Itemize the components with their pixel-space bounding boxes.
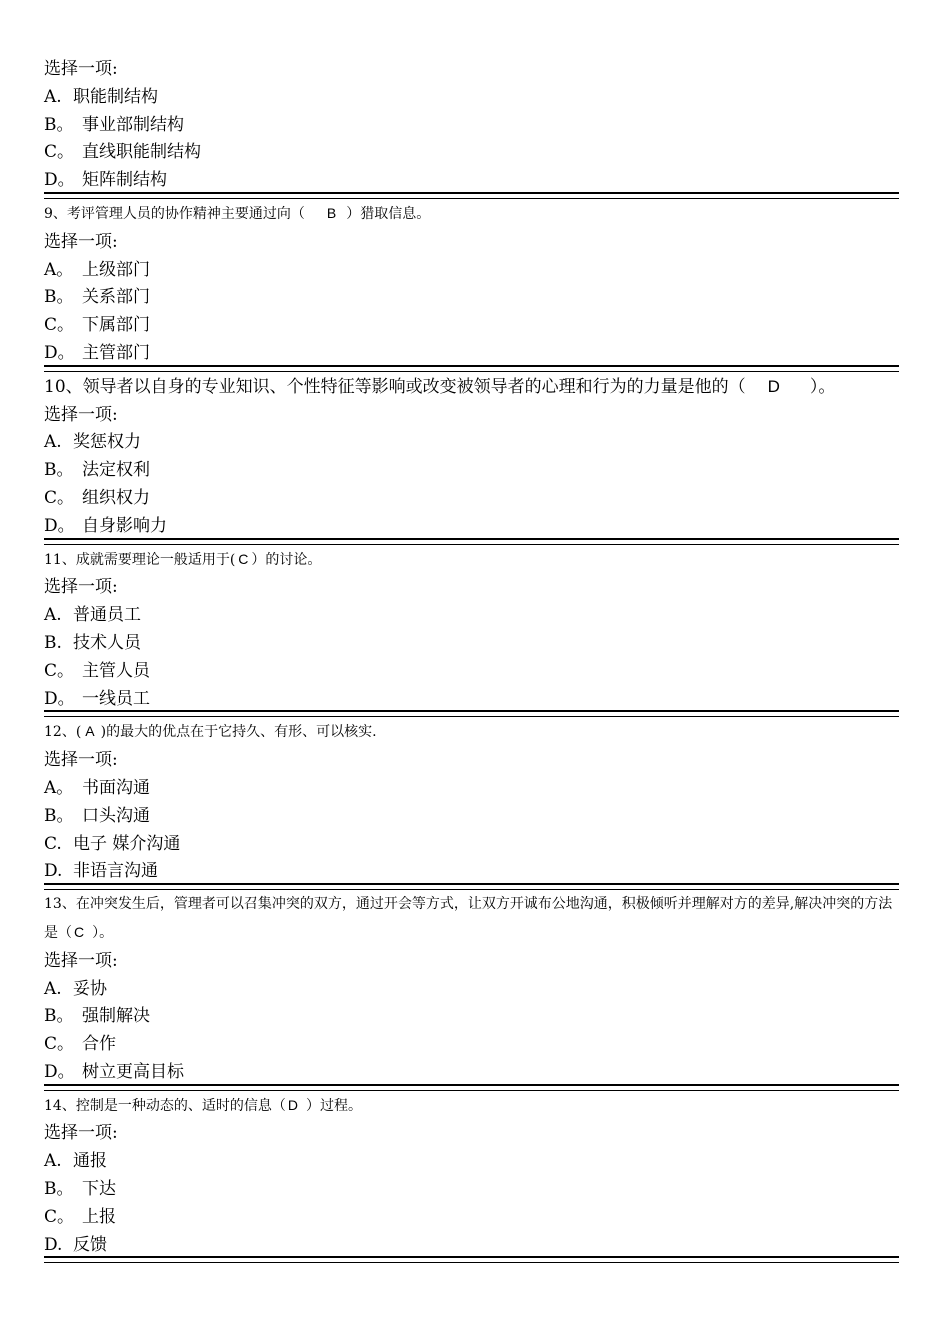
option-d — [44, 513, 899, 541]
select-one-prompt: 选择一项: — [44, 750, 118, 771]
option-letter: C。 — [44, 315, 75, 336]
option-letter: D. — [44, 861, 63, 882]
question-block-9 — [44, 200, 899, 372]
option-d — [44, 340, 899, 368]
answer-key: A — [85, 723, 95, 740]
question-stem: 11、成就需要理论一般适用于( — [44, 551, 236, 568]
option-b — [44, 284, 899, 312]
option-text: 自身影响力 — [82, 515, 167, 536]
option-text: 合作 — [82, 1034, 116, 1055]
option-letter: A. — [44, 978, 62, 999]
select-one-prompt: 选择一项: — [44, 404, 118, 425]
select-one-prompt: 选择一项: — [44, 231, 118, 252]
option-b — [44, 630, 899, 658]
option-c — [44, 658, 899, 686]
question-divider — [44, 710, 899, 717]
answer-key: D — [767, 376, 780, 396]
answer-key: C — [74, 923, 85, 940]
option-d — [44, 167, 899, 195]
question-block-13 — [44, 891, 899, 1091]
option-letter: C。 — [44, 142, 75, 163]
option-a — [44, 1148, 899, 1176]
option-letter: D。 — [44, 515, 75, 536]
option-text: 组织权力 — [82, 487, 150, 508]
option-text: 普通员工 — [73, 605, 141, 626]
option-text: 关系部门 — [82, 287, 150, 308]
option-text: 技术人员 — [73, 632, 141, 653]
option-text: 书面沟通 — [82, 777, 150, 798]
option-a — [44, 257, 899, 285]
question-divider — [44, 883, 899, 890]
select-one-prompt: 选择一项: — [44, 1123, 118, 1144]
question-divider — [44, 365, 899, 372]
option-list — [44, 976, 899, 1087]
question-block-8 — [44, 56, 899, 199]
option-text: 非语言沟通 — [73, 861, 158, 882]
option-letter: C。 — [44, 1206, 75, 1227]
option-d — [44, 1232, 899, 1260]
select-one-prompt: 选择一项: — [44, 577, 118, 598]
question-block-12 — [44, 718, 899, 890]
option-letter: A. — [44, 86, 62, 107]
option-letter: A. — [44, 605, 62, 626]
question-text — [44, 891, 899, 948]
option-letter: B。 — [44, 805, 74, 826]
option-text: 树立更高目标 — [82, 1061, 184, 1082]
question-stem-end: ）。 — [92, 924, 114, 941]
select-one-prompt: 选择一项: — [44, 950, 118, 971]
option-text: 下达 — [82, 1179, 116, 1200]
option-letter: B。 — [44, 460, 74, 481]
select-one-prompt: 选择一项: — [44, 59, 118, 79]
option-letter: C。 — [44, 487, 75, 508]
option-b — [44, 457, 899, 485]
option-list — [44, 257, 899, 368]
option-letter: C。 — [44, 1034, 75, 1055]
option-text: 反馈 — [73, 1234, 107, 1255]
option-c — [44, 1031, 899, 1059]
option-letter: B. — [44, 632, 62, 653]
option-text: 强制解决 — [82, 1006, 150, 1027]
option-letter: B。 — [44, 114, 74, 135]
question-stem: 13、在冲突发生后，管理者可以召集冲突的双方，通过开会等方式，让双方开诚布公地沟通，积极倾听并理解对方的差异,解决冲突的方法是（ — [44, 896, 893, 941]
option-c — [44, 485, 899, 513]
option-c — [44, 139, 899, 167]
question-text — [44, 546, 899, 575]
option-c — [44, 1204, 899, 1232]
answer-key: C — [238, 550, 249, 567]
question-stem-end: ）的讨论。 — [251, 551, 322, 568]
option-letter: B。 — [44, 287, 74, 308]
question-divider — [44, 1256, 899, 1263]
option-letter: C. — [44, 833, 62, 854]
question-text — [44, 373, 899, 402]
option-b — [44, 112, 899, 140]
option-letter: A。 — [44, 259, 74, 280]
answer-key: B — [326, 204, 337, 221]
question-text — [44, 1092, 899, 1121]
option-letter: D。 — [44, 170, 75, 191]
option-list — [44, 775, 899, 886]
option-text: 上级部门 — [82, 259, 150, 280]
option-text: 主管人员 — [82, 660, 150, 681]
option-list — [44, 84, 899, 195]
question-stem: 14、控制是一种动态的、适时的信息（ — [44, 1097, 286, 1114]
option-text: 妥协 — [73, 978, 107, 999]
option-letter: A. — [44, 432, 62, 453]
question-block-10 — [44, 373, 899, 545]
option-c — [44, 831, 899, 859]
option-a — [44, 775, 899, 803]
question-stem-end: )的最大的优点在于它持久、有形、可以核实. — [100, 724, 377, 741]
question-stem: 12、( — [44, 724, 82, 741]
question-divider — [44, 192, 899, 199]
option-a — [44, 602, 899, 630]
question-block-11 — [44, 546, 899, 718]
option-letter: D。 — [44, 688, 75, 709]
option-letter: A. — [44, 1151, 62, 1172]
option-text: 事业部制结构 — [82, 114, 184, 135]
option-letter: B。 — [44, 1006, 74, 1027]
option-letter: A。 — [44, 777, 74, 798]
option-a — [44, 429, 899, 457]
option-c — [44, 312, 899, 340]
option-text: 上报 — [82, 1206, 116, 1227]
option-text: 直线职能制结构 — [82, 142, 201, 163]
option-text: 口头沟通 — [82, 805, 150, 826]
question-divider — [44, 538, 899, 545]
question-stem-end: ）。 — [809, 376, 836, 397]
question-text — [44, 200, 899, 229]
option-text: 职能制结构 — [73, 86, 158, 107]
option-text: 主管部门 — [82, 342, 150, 363]
question-block-14 — [44, 1092, 899, 1264]
option-letter: C。 — [44, 660, 75, 681]
answer-key: D — [287, 1096, 298, 1113]
option-list — [44, 602, 899, 713]
option-b — [44, 1176, 899, 1204]
option-text: 奖惩权力 — [73, 432, 141, 453]
option-text: 电子 媒介沟通 — [73, 833, 181, 854]
question-stem-end: ）猎取信息。 — [346, 205, 431, 222]
option-letter: D。 — [44, 342, 75, 363]
option-a — [44, 976, 899, 1004]
option-text: 下属部门 — [82, 315, 150, 336]
option-b — [44, 803, 899, 831]
option-d — [44, 1059, 899, 1087]
option-letter: D。 — [44, 1061, 75, 1082]
question-stem: 10、领导者以自身的专业知识、个性特征等影响或改变被领导者的心理和行为的力量是他的（ — [44, 376, 746, 397]
option-b — [44, 1003, 899, 1031]
option-letter: D. — [44, 1234, 63, 1255]
option-list — [44, 429, 899, 540]
option-text: 法定权利 — [82, 460, 150, 481]
option-a — [44, 84, 899, 112]
option-d — [44, 858, 899, 886]
document-page — [44, 56, 899, 1264]
option-letter: B。 — [44, 1179, 74, 1200]
question-stem: 9、考评管理人员的协作精神主要通过向（ — [44, 205, 305, 222]
question-stem-end: ）过程。 — [305, 1097, 362, 1114]
option-text: 一线员工 — [82, 688, 150, 709]
question-text — [44, 718, 899, 747]
option-text: 矩阵制结构 — [82, 170, 167, 191]
option-d — [44, 686, 899, 714]
option-text: 通报 — [73, 1151, 107, 1172]
option-list — [44, 1148, 899, 1259]
